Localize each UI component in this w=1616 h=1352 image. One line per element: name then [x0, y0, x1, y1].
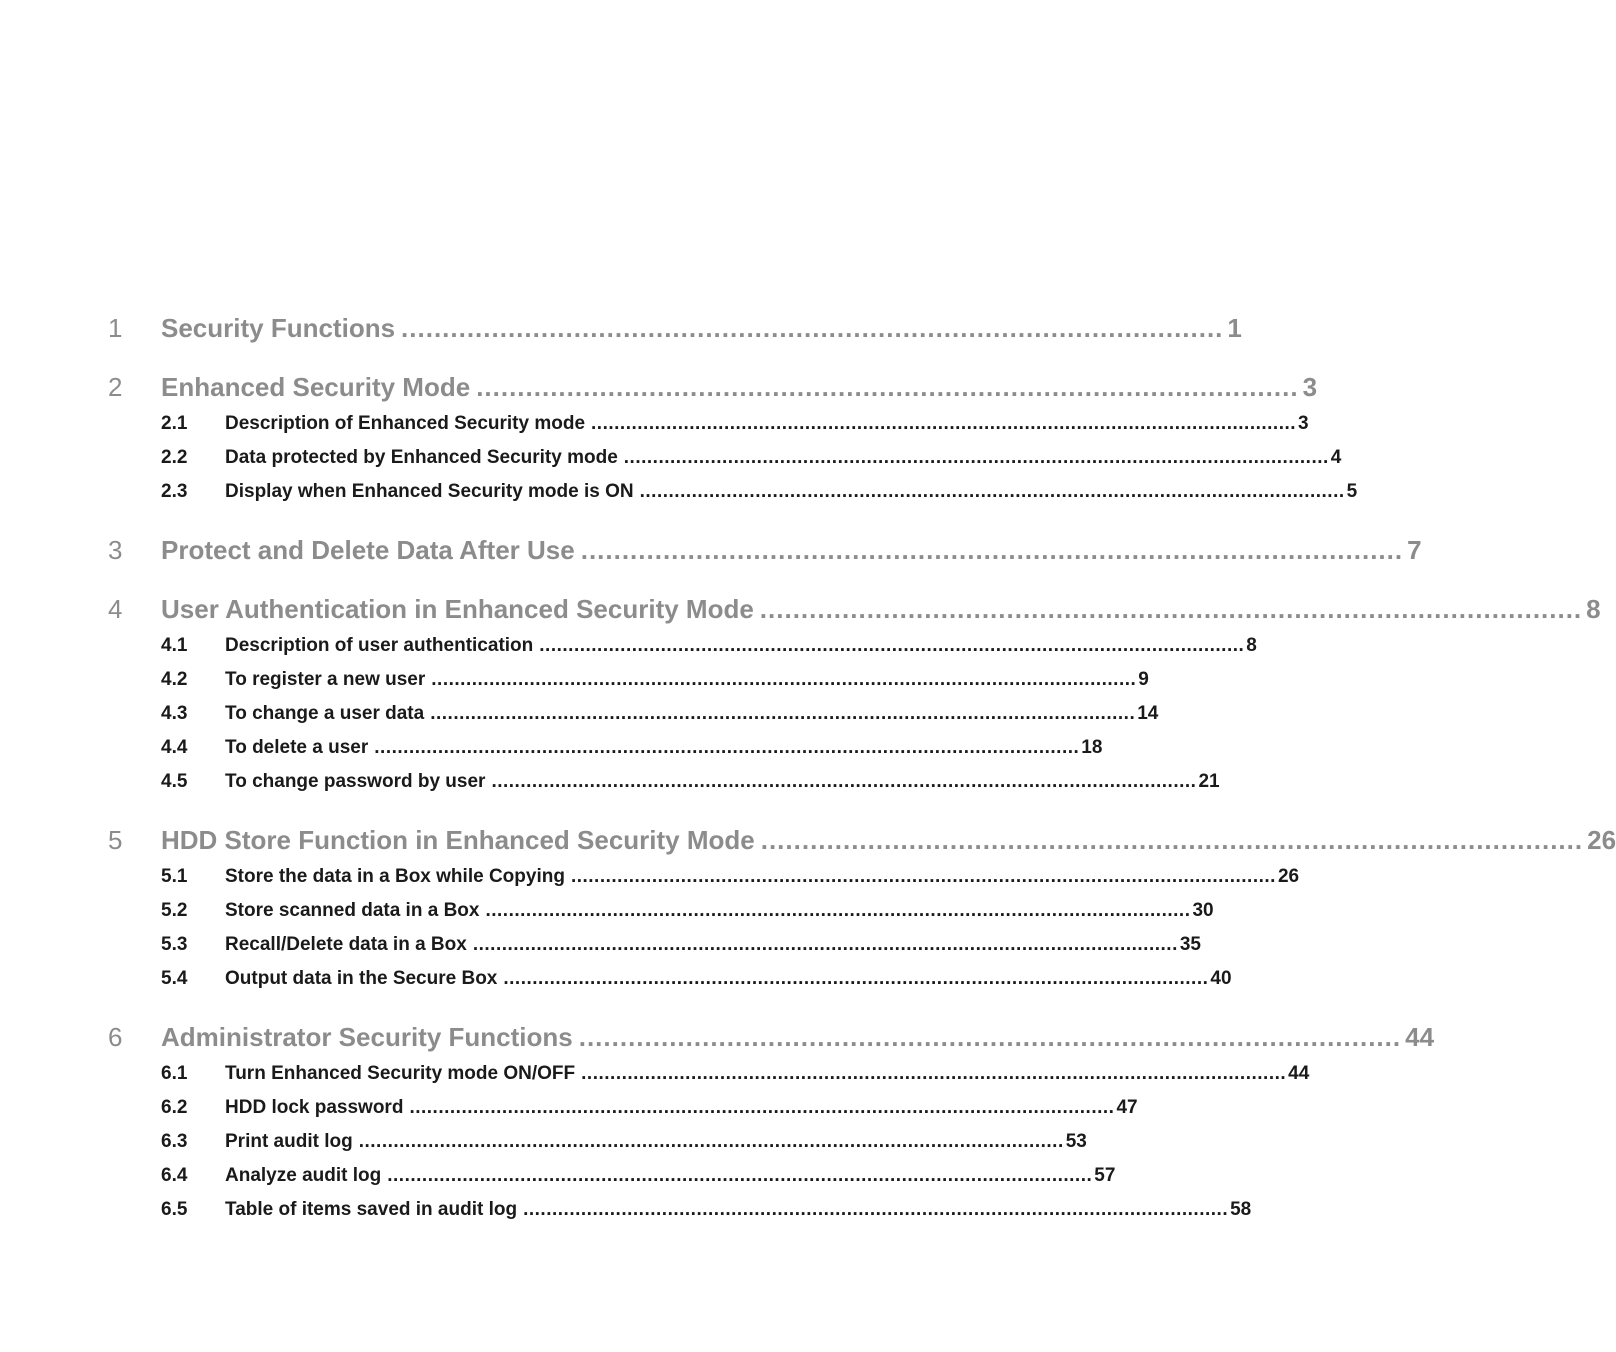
- section-number: 6.5: [161, 1199, 188, 1220]
- section-number: 6.4: [161, 1165, 188, 1186]
- toc-section-4-4[interactable]: [161, 737, 1103, 771]
- section-number: 5.4: [161, 968, 188, 989]
- section-title: Recall/Delete data in a Box: [225, 934, 467, 955]
- section-page-number: 3: [1298, 413, 1309, 434]
- toc-section-6-5[interactable]: [161, 1199, 1252, 1233]
- section-title: Data protected by Enhanced Security mode: [225, 447, 618, 468]
- section-title: HDD lock password: [225, 1097, 404, 1118]
- chapter-title: User Authentication in Enhanced Security Mode: [161, 594, 754, 624]
- section-number: 4.4: [161, 737, 188, 758]
- chapter-title: Security Functions: [161, 313, 396, 343]
- dot-leader: ..........................................................................................................................: [581, 1063, 1287, 1084]
- section-title: Print audit log: [225, 1131, 353, 1152]
- section-title: Description of Enhanced Security mode: [225, 413, 586, 434]
- section-page-number: 14: [1137, 703, 1159, 724]
- section-title: Output data in the Secure Box: [225, 968, 498, 989]
- section-page-number: 4: [1330, 447, 1342, 468]
- toc-section-4-2[interactable]: [161, 669, 1149, 703]
- section-title: Turn Enhanced Security mode ON/OFF: [225, 1063, 576, 1084]
- chapter-page-number: 1: [1227, 313, 1242, 343]
- section-number: 2.1: [161, 413, 188, 434]
- toc-chapter-6[interactable]: [108, 1022, 1435, 1061]
- toc-section-6-2[interactable]: [161, 1097, 1138, 1131]
- table-of-contents: [108, 313, 1616, 1233]
- section-page-number: 40: [1210, 968, 1232, 989]
- toc-chapter-4[interactable]: [108, 594, 1601, 633]
- dot-leader: ..........................................................................................................................: [374, 737, 1080, 758]
- section-page-number: 58: [1230, 1199, 1252, 1220]
- toc-section-5-2[interactable]: [161, 900, 1214, 934]
- dot-leader: ..........................................................................................................................: [430, 703, 1136, 724]
- dot-leader: ..........................................................................................................................: [523, 1199, 1229, 1220]
- section-list: [108, 1063, 1310, 1233]
- section-number: 4.2: [161, 669, 188, 690]
- section-number: 2.2: [161, 447, 188, 468]
- section-number: 5.1: [161, 866, 188, 887]
- chapter-number: 4: [108, 594, 123, 624]
- dot-leader: ..........................................................................................................................: [472, 934, 1178, 955]
- dot-leader: ..........................................................................................................................: [387, 1165, 1093, 1186]
- section-list: [108, 635, 1257, 805]
- toc-section-4-1[interactable]: [161, 635, 1257, 669]
- toc-section-5-3[interactable]: [161, 934, 1201, 968]
- section-number: 6.2: [161, 1097, 188, 1118]
- section-number: 5.3: [161, 934, 188, 955]
- toc-section-2-2[interactable]: [161, 447, 1342, 481]
- chapter-page-number: 44: [1405, 1022, 1435, 1052]
- section-list: [108, 866, 1300, 1002]
- dot-leader: ..........................................................................................................................: [570, 866, 1276, 887]
- section-number: 5.2: [161, 900, 188, 921]
- toc-chapter-3[interactable]: [108, 535, 1422, 574]
- chapter-page-number: 26: [1587, 825, 1616, 855]
- dot-leader: ..........................................................................................................................: [431, 669, 1137, 690]
- section-page-number: 30: [1192, 900, 1214, 921]
- chapter-title: HDD Store Function in Enhanced Security Mode: [161, 825, 755, 855]
- section-page-number: 21: [1198, 771, 1220, 792]
- section-number: 2.3: [161, 481, 188, 502]
- section-number: 6.3: [161, 1131, 188, 1152]
- dot-leader: ..........................................................................................................................: [623, 447, 1329, 468]
- dot-leader: ..........................................................................................................................: [358, 1131, 1064, 1152]
- chapter-page-number: 3: [1302, 372, 1318, 402]
- section-number: 4.1: [161, 635, 188, 656]
- toc-section-5-4[interactable]: [161, 968, 1232, 1002]
- section-number: 4.3: [161, 703, 188, 724]
- dot-leader: ..........................................................................................................................: [485, 900, 1191, 921]
- chapter-title: Enhanced Security Mode: [161, 372, 471, 402]
- chapter-number: 6: [108, 1022, 123, 1052]
- section-page-number: 18: [1081, 737, 1103, 758]
- dot-leader: ....................................................................................................: [759, 594, 1583, 624]
- toc-section-4-5[interactable]: [161, 771, 1220, 805]
- toc-section-6-4[interactable]: [161, 1165, 1116, 1199]
- section-title: To register a new user: [225, 669, 426, 690]
- toc-section-2-1[interactable]: [161, 413, 1309, 447]
- toc-section-5-1[interactable]: [161, 866, 1300, 900]
- dot-leader: ....................................................................................................: [401, 313, 1224, 343]
- dot-leader: ..........................................................................................................................: [639, 481, 1345, 502]
- toc-section-4-3[interactable]: [161, 703, 1159, 737]
- chapter-number: 5: [108, 825, 123, 855]
- section-title: Description of user authentication: [225, 635, 534, 656]
- section-page-number: 47: [1116, 1097, 1138, 1118]
- dot-leader: ....................................................................................................: [578, 1022, 1402, 1052]
- dot-leader: ....................................................................................................: [580, 535, 1404, 565]
- chapter-number: 2: [108, 372, 123, 402]
- chapter-title: Protect and Delete Data After Use: [161, 535, 575, 565]
- section-title: To change password by user: [225, 771, 486, 792]
- section-title: Store the data in a Box while Copying: [225, 866, 565, 887]
- section-page-number: 35: [1179, 934, 1201, 955]
- section-title: To delete a user: [225, 737, 369, 758]
- section-title: Analyze audit log: [225, 1165, 382, 1186]
- section-list: [108, 413, 1358, 515]
- section-title: Display when Enhanced Security mode is ON: [225, 481, 634, 502]
- dot-leader: ....................................................................................................: [760, 825, 1584, 855]
- toc-chapter-2[interactable]: [108, 372, 1318, 411]
- toc-section-2-3[interactable]: [161, 481, 1358, 515]
- dot-leader: ..........................................................................................................................: [491, 771, 1197, 792]
- section-number: 6.1: [161, 1063, 188, 1084]
- dot-leader: ..........................................................................................................................: [591, 413, 1297, 434]
- section-number: 4.5: [161, 771, 188, 792]
- section-page-number: 5: [1346, 481, 1358, 502]
- section-page-number: 44: [1288, 1063, 1310, 1084]
- section-title: Store scanned data in a Box: [225, 900, 480, 921]
- chapter-number: 1: [108, 313, 123, 343]
- chapter-page-number: 7: [1407, 535, 1422, 565]
- dot-leader: ....................................................................................................: [476, 372, 1299, 402]
- chapter-page-number: 8: [1586, 594, 1601, 624]
- dot-leader: ..........................................................................................................................: [539, 635, 1245, 656]
- section-page-number: 53: [1065, 1131, 1087, 1152]
- section-page-number: 9: [1138, 669, 1149, 690]
- section-page-number: 8: [1246, 635, 1257, 656]
- toc-chapter-5[interactable]: [108, 825, 1616, 864]
- toc-section-6-3[interactable]: [161, 1131, 1087, 1165]
- dot-leader: ..........................................................................................................................: [503, 968, 1209, 989]
- chapter-title: Administrator Security Functions: [161, 1022, 573, 1052]
- dot-leader: ..........................................................................................................................: [409, 1097, 1115, 1118]
- toc-section-6-1[interactable]: [161, 1063, 1310, 1097]
- chapter-number: 3: [108, 535, 123, 565]
- section-page-number: 26: [1277, 866, 1300, 887]
- section-page-number: 57: [1094, 1165, 1116, 1186]
- toc-chapter-1[interactable]: [108, 313, 1242, 352]
- section-title: To change a user data: [225, 703, 425, 724]
- section-title: Table of items saved in audit log: [225, 1199, 518, 1220]
